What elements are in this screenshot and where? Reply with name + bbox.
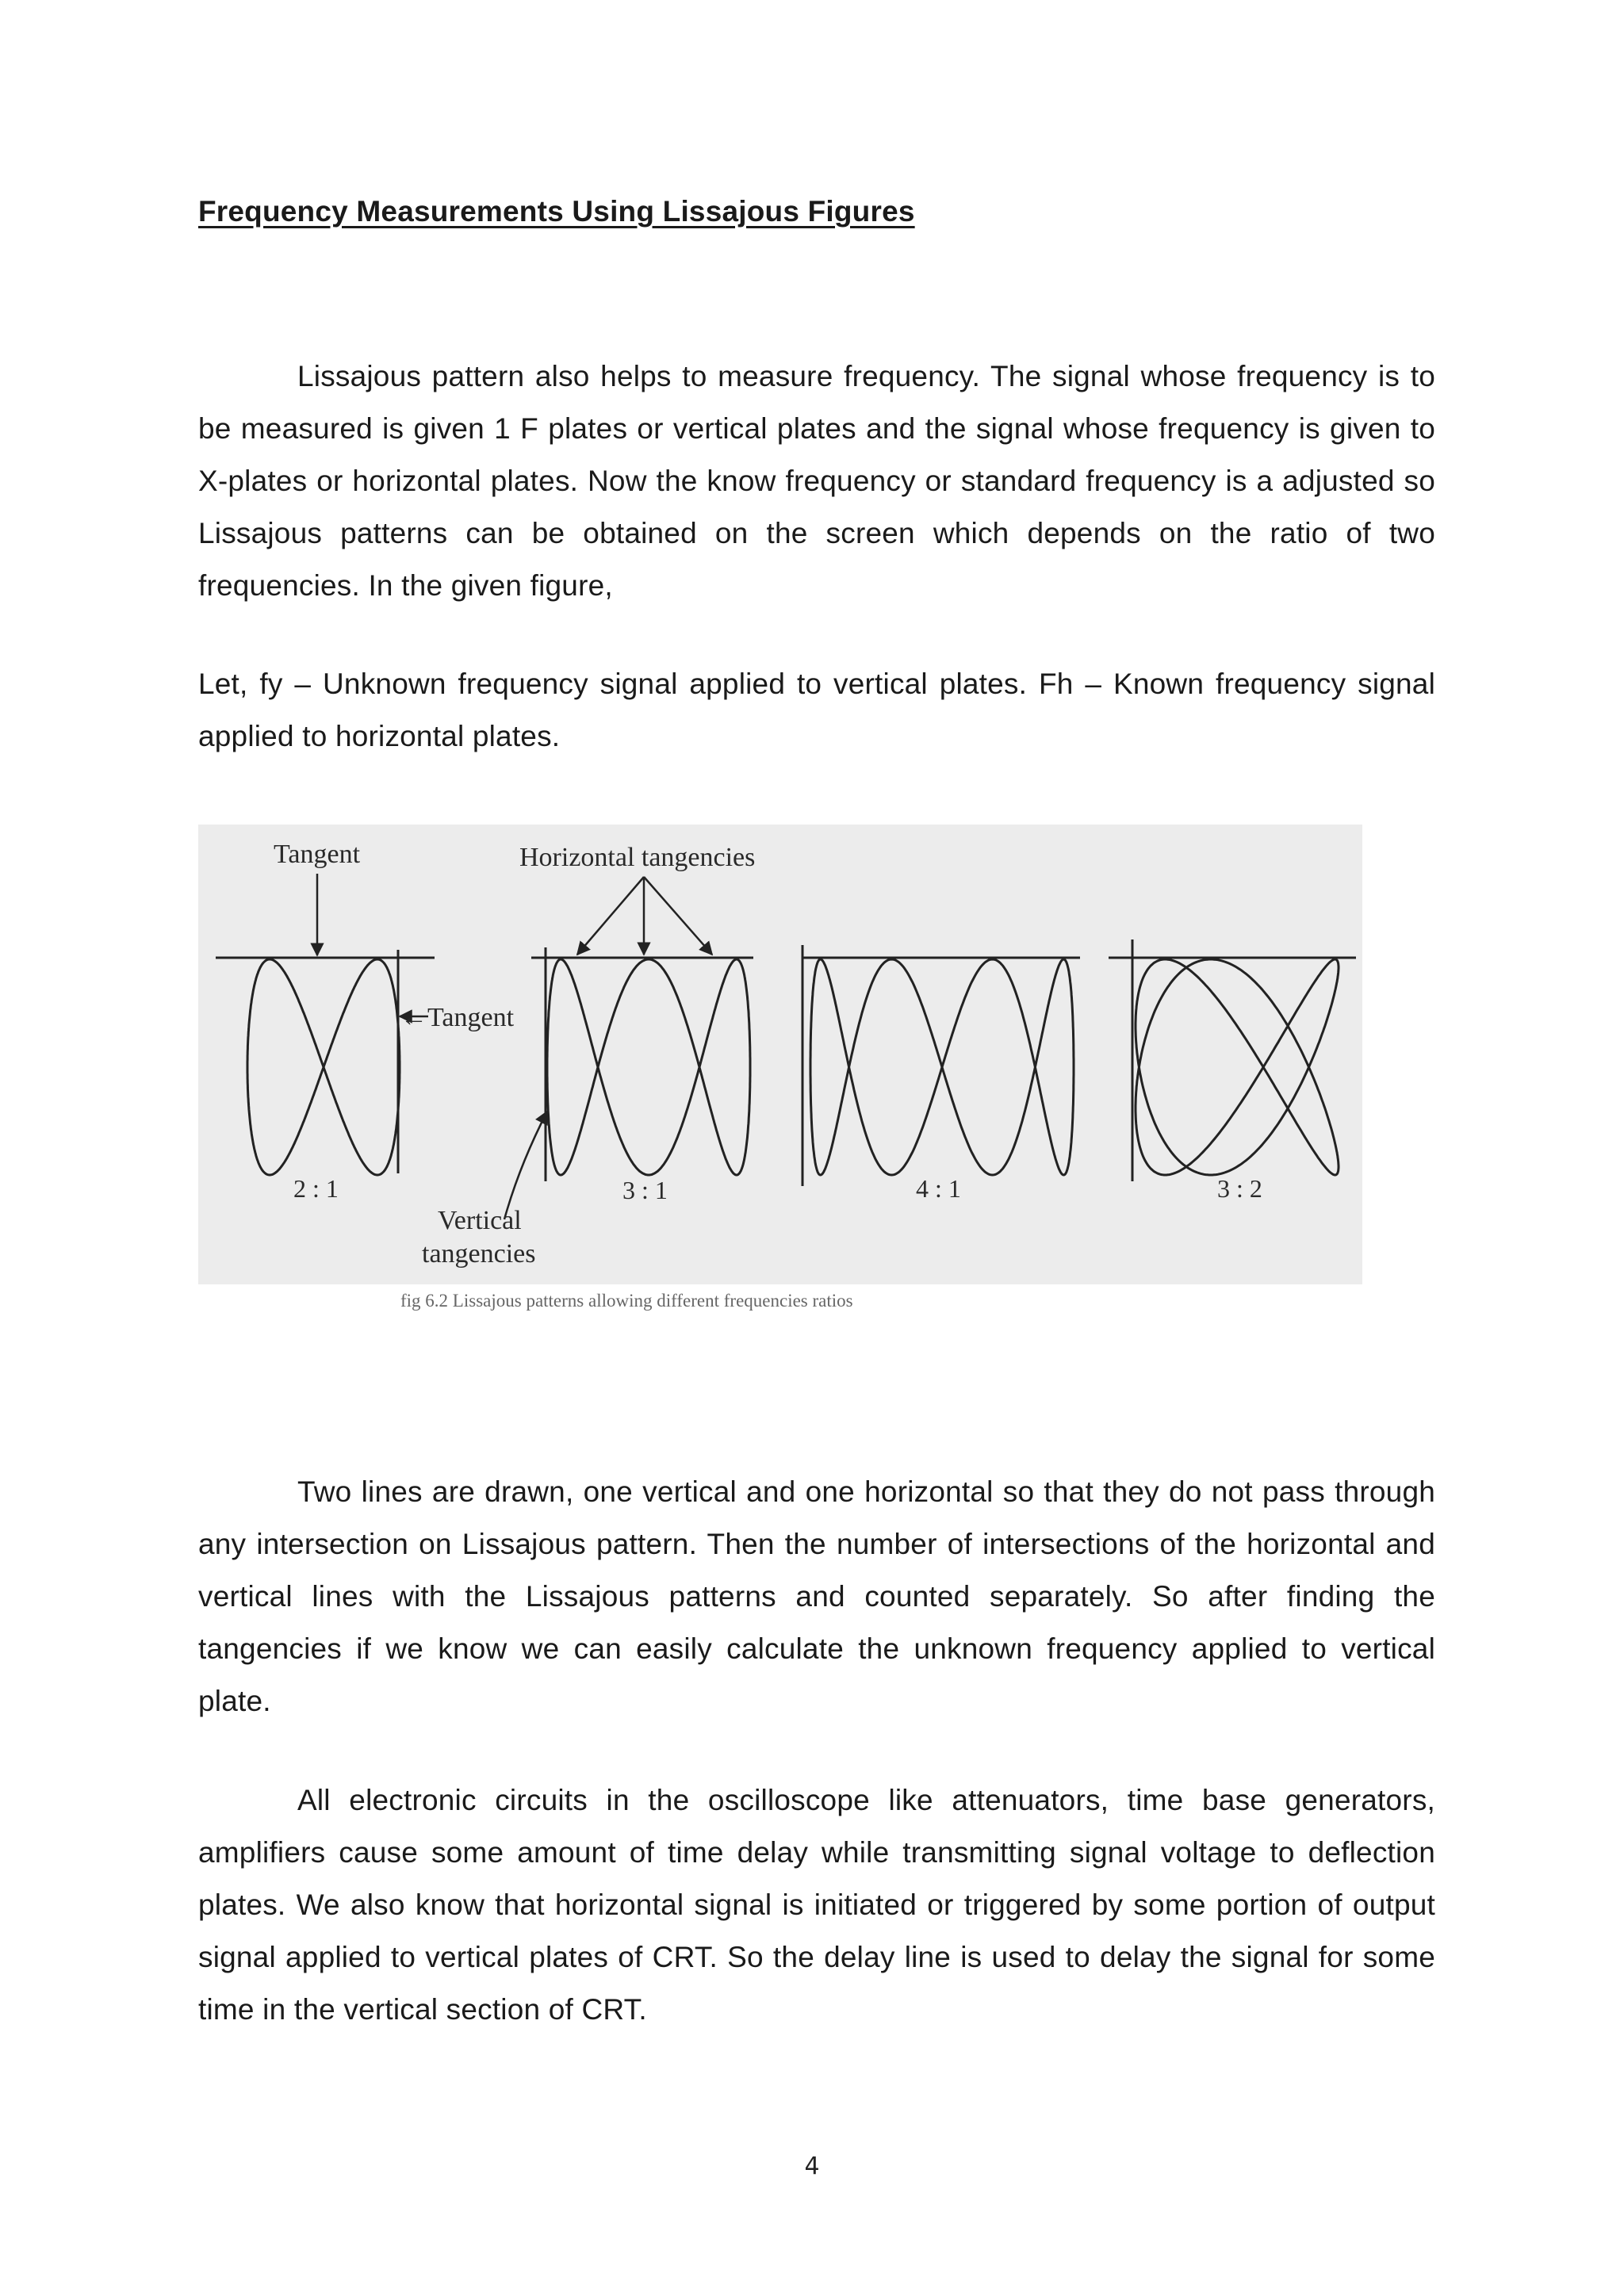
pattern-3-1	[531, 947, 753, 1181]
paragraph-delay-line: All electronic circuits in the oscilloscope like attenuators, time base generators, amplifiers cause some amount of time delay while transmitting signal voltage to deflection plates. We also know that horizontal signal is initiated or triggered by some portion of output signal applied to vertical plates of CRT. So the delay line is used to delay the signal for some time in the vertical section of CRT.	[198, 1784, 1435, 2026]
vertical-tangency-arrow	[504, 1112, 547, 1219]
label-vertical-tangencies-1: Vertical	[438, 1206, 522, 1235]
ratio-label-2-1: 2 : 1	[293, 1174, 339, 1203]
label-tangent-side: ←Tangent	[400, 1003, 515, 1032]
page-number: 4	[804, 2152, 820, 2180]
label-horizontal-tangencies: Horizontal tangencies	[519, 843, 756, 872]
horizontal-tangency-arrow-1	[577, 877, 644, 955]
label-vertical-tangencies-2: tangencies	[422, 1239, 536, 1269]
lissajous-figure	[198, 825, 1362, 1284]
label-tangent-top: Tangent	[274, 840, 361, 869]
paragraph-intro: Lissajous pattern also helps to measure frequency. The signal whose frequency is to be measured is given 1 F plates or vertical plates and the signal whose frequency is given to X-plates or horizontal plates. Now the know frequency or standard frequency is a adjusted so Lissajous patterns can be obtained on the screen which depends on the ratio of two frequencies. In the given figure,	[198, 360, 1435, 602]
horizontal-tangency-arrow-3	[644, 877, 712, 955]
ratio-label-4-1: 4 : 1	[916, 1174, 961, 1203]
pattern-3-2	[1109, 939, 1356, 1181]
paragraph-tangency-method: Two lines are drawn, one vertical and one horizontal so that they do not pass through any intersection on Lissajous pattern. Then the number of intersections of the horizontal and vertical lines with the Lissajous patterns and counted separately. So after finding the tangencies if we know we can easily calculate the unknown frequency applied to vertical plate.	[198, 1475, 1435, 1717]
ratio-label-3-2: 3 : 2	[1217, 1174, 1262, 1203]
figure-caption: fig 6.2 Lissajous patterns allowing different frequencies ratios	[400, 1291, 853, 1311]
pattern-2-1	[216, 950, 435, 1175]
paragraph-definitions: Let, fy – Unknown frequency signal applied to vertical plates. Fh – Known frequency signal applied to horizontal plates.	[198, 668, 1435, 752]
pattern-4-1	[802, 945, 1080, 1186]
section-heading: Frequency Measurements Using Lissajous Figures	[198, 195, 915, 228]
ratio-label-3-1: 3 : 1	[622, 1176, 668, 1204]
